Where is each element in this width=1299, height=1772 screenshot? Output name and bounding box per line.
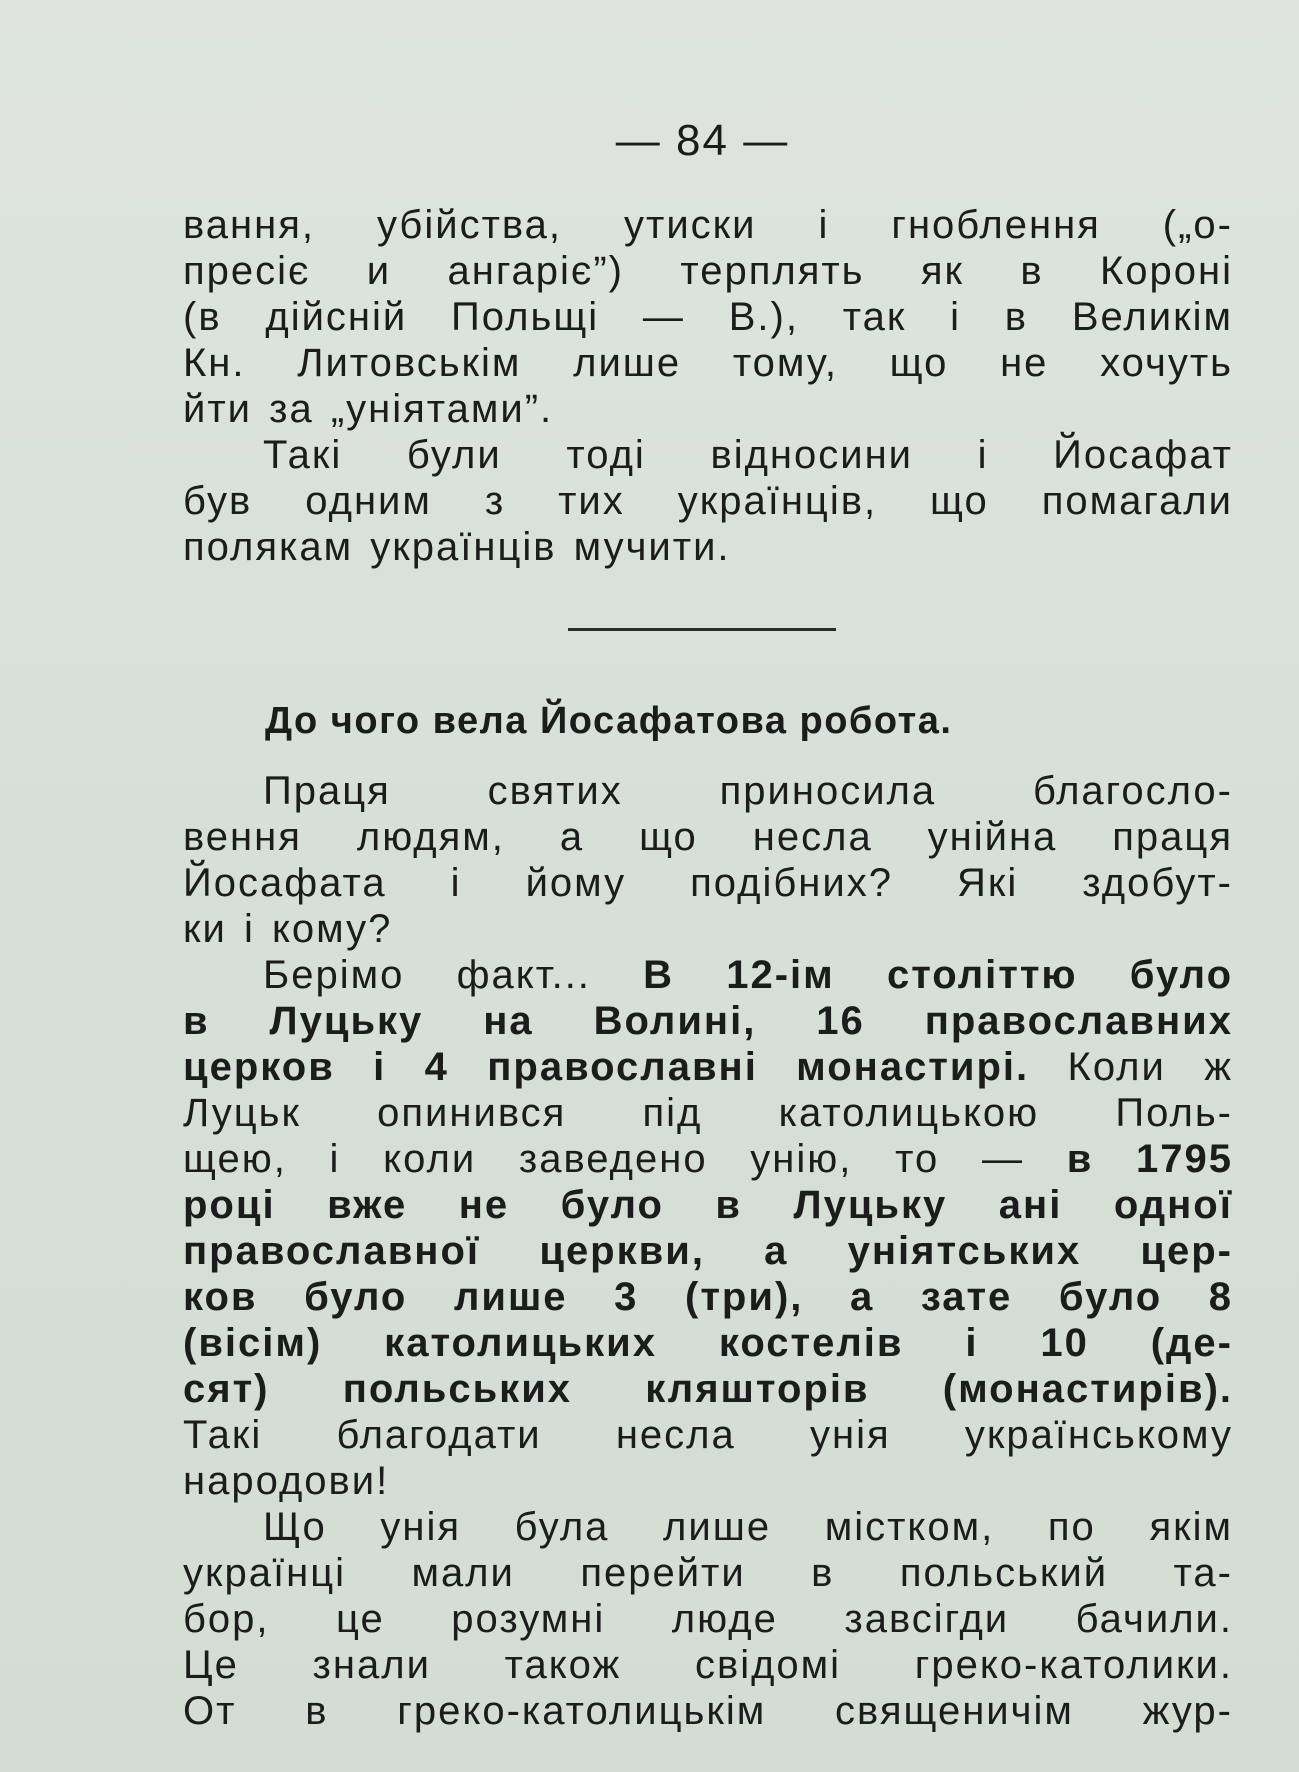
- paragraph-4: [183, 952, 1233, 1504]
- text-line: сят) польських кляшторів (монастирів).: [183, 1367, 1233, 1411]
- text-line: бор, це розумні люде завсігди бачили.: [183, 1597, 1233, 1641]
- paragraph-3: [183, 768, 1233, 952]
- text-block-top: [183, 202, 1233, 570]
- text-line: в Луцьку на Волині, 16 православних: [183, 999, 1233, 1043]
- section-heading: До чого вела Йосафатова робота.: [265, 700, 953, 742]
- text-line: Праця святих приносила благосло-: [263, 769, 1233, 813]
- text-line: [183, 1136, 1233, 1182]
- text-bold: В 12-ім століттю було: [643, 953, 1233, 997]
- text-line: Кн. Литовськім лише тому, що не хочуть: [183, 341, 1233, 385]
- paragraph-1: [183, 202, 1233, 432]
- section-divider: [568, 628, 836, 631]
- text-block-bottom: [183, 768, 1233, 1734]
- text-line: [183, 952, 1233, 998]
- text-line: Такі благодати несла унія українському: [183, 1413, 1233, 1457]
- text-line: Йосафата і йому подібних? Які здобут-: [183, 861, 1233, 905]
- text-line: вання, убійства, утиски і гноблення („о-: [183, 203, 1233, 247]
- text-line: вення людям, а що несла унійна праця: [183, 815, 1233, 859]
- text-line: Такі були тоді відносини і Йосафат: [263, 433, 1233, 477]
- text-line: От в греко-католицькім священичім жур-: [183, 1689, 1233, 1733]
- text-normal: Коли ж: [1029, 1045, 1233, 1089]
- text-line: [183, 1044, 1233, 1090]
- text-line: ков було лише 3 (три), а зате було 8: [183, 1275, 1233, 1319]
- paragraph-2: [183, 432, 1233, 570]
- page-number: — 84 —: [615, 116, 790, 165]
- text-line: році вже не було в Луцьку ані одної: [183, 1183, 1233, 1227]
- text-line: українці мали перейти в польський та-: [183, 1551, 1233, 1595]
- text-normal: щею, і коли заведено унію, то —: [183, 1137, 1067, 1181]
- text-line: йти за „уніятами”.: [183, 387, 554, 431]
- text-line: народови!: [183, 1459, 390, 1503]
- text-bold: в 1795: [1066, 1137, 1234, 1181]
- text-line: православної церкви, а уніятських цер-: [183, 1229, 1233, 1273]
- text-bold: церков і 4 православні монастирі.: [183, 1045, 1030, 1089]
- text-line: (в дійсній Польщі — В.), так і в Великім: [183, 295, 1233, 339]
- text-line: полякам українців мучити.: [183, 525, 731, 569]
- text-line: ки і кому?: [183, 907, 393, 951]
- text-line: був одним з тих українців, що помагали: [183, 479, 1233, 523]
- paragraph-5: [183, 1504, 1233, 1734]
- text-line: Це знали також свідомі греко-католики.: [183, 1643, 1233, 1687]
- text-line: Луцьк опинився під католицькою Поль-: [183, 1091, 1233, 1135]
- text-normal: Берімо факт...: [263, 953, 644, 997]
- text-line: пресіє и ангаріє”) терплять як в Короні: [183, 249, 1233, 293]
- text-line: Що унія була лише містком, по якім: [263, 1505, 1233, 1549]
- text-line: (вісім) католицьких костелів і 10 (де-: [183, 1321, 1233, 1365]
